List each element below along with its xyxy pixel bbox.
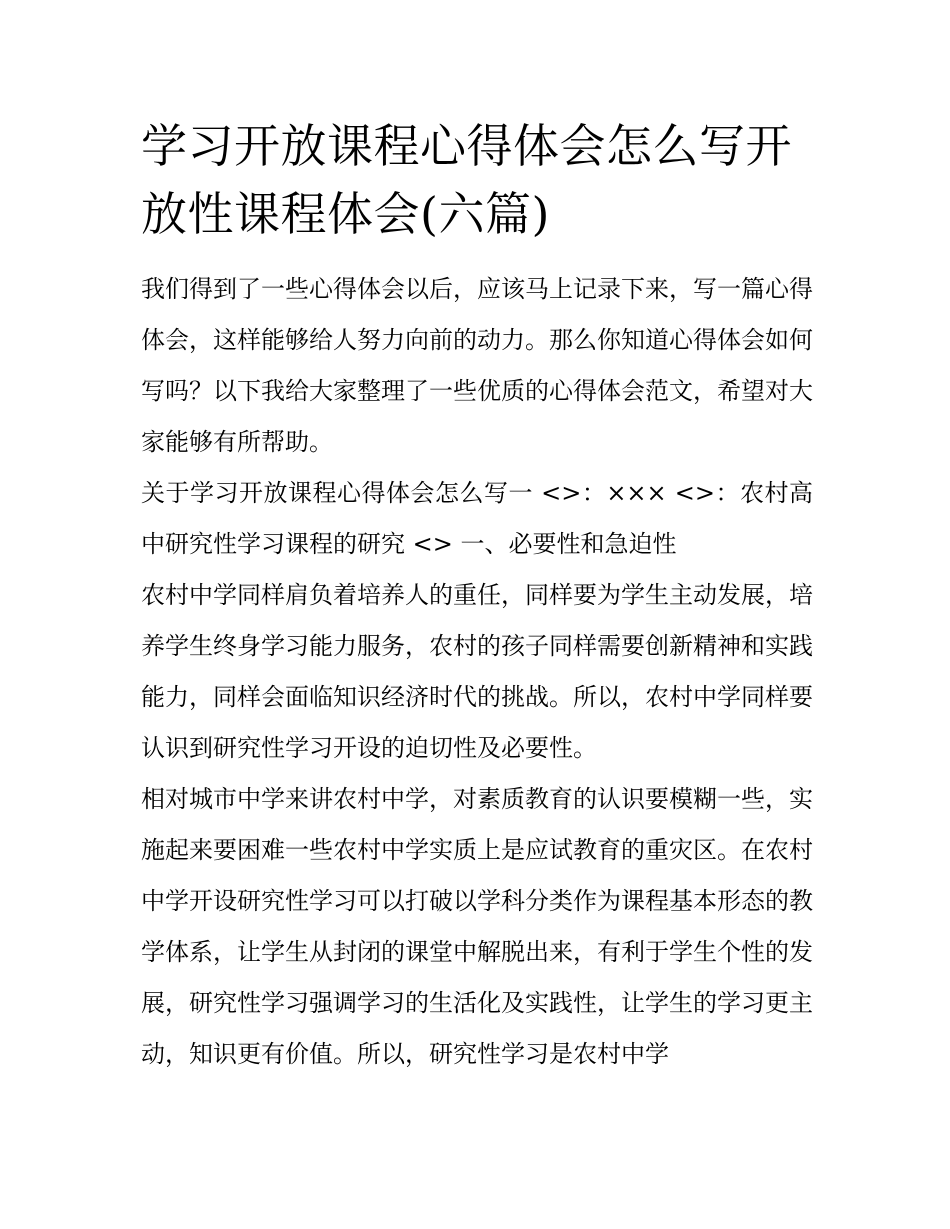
paragraph-heading: 关于学习开放课程心得体会怎么写一 <>：××× <>：农村高中研究性学习课程的研究 <> 一、必要性和急迫性 [141,479,813,558]
paragraph-necessity: 农村中学同样肩负着培养人的重任，同样要为学生主动发展，培养学生终身学习能力服务，农村的孩子同样需要创新精神和实践能力，同样会面临知识经济时代的挑战。所以，农村中学同样要认识到研究性学习开设的迫切性及必要性。 [141,581,813,762]
paragraph-intro: 我们得到了一些心得体会以后，应该马上记录下来，写一篇心得体会，这样能够给人努力向前的动力。那么你知道心得体会如何写吗？以下我给大家整理了一些优质的心得体会范文，希望对大家能够有所帮助。 [141,275,813,456]
paragraph-comparison: 相对城市中学来讲农村中学，对素质教育的认识要模糊一些，实施起来要困难一些农村中学实质上是应试教育的重灾区。在农村中学开设研究性学习可以打破以学科分类作为课程基本形态的教学体系，让学生从封闭的课堂中解脱出来，有利于学生个性的发展，研究性学习强调学习的生活化及实践性，让学生的学习更主动，知识更有价值。所以，研究性学习是农村中学 [141,785,813,1068]
document-title: 学习开放课程心得体会怎么写开放性课程体会(六篇) [141,119,792,241]
document-page [141,112,813,1080]
